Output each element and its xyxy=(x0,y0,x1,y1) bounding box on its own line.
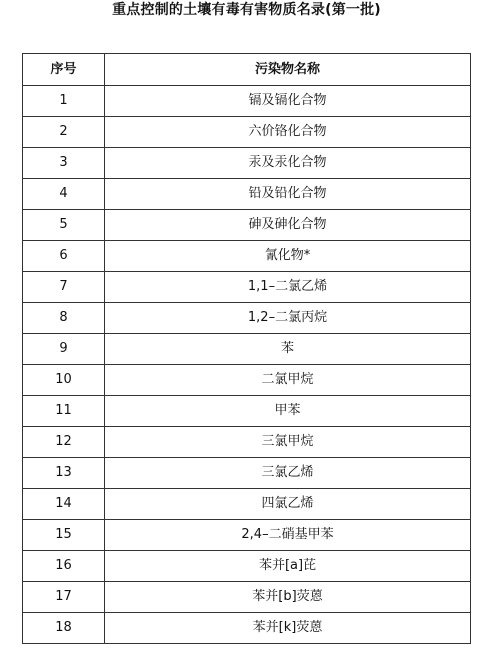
table-row xyxy=(23,365,471,396)
row-index: 6 xyxy=(23,241,105,272)
row-pollutant-name: 1,2–二氯丙烷 xyxy=(105,303,471,334)
row-pollutant-name: 甲苯 xyxy=(105,396,471,427)
table-row xyxy=(23,489,471,520)
row-pollutant-name: 六价铬化合物 xyxy=(105,117,471,148)
row-pollutant-name: 汞及汞化合物 xyxy=(105,148,471,179)
row-index: 8 xyxy=(23,303,105,334)
row-pollutant-name: 苯 xyxy=(105,334,471,365)
table-row xyxy=(23,582,471,613)
document-title: 重点控制的土壤有毒有害物质名录(第一批) xyxy=(112,2,381,18)
table-row xyxy=(23,241,471,272)
table-row xyxy=(23,148,471,179)
row-pollutant-name: 铅及铅化合物 xyxy=(105,179,471,210)
header-index: 序号 xyxy=(23,54,105,86)
table-row xyxy=(23,520,471,551)
table-row xyxy=(23,272,471,303)
table-row xyxy=(23,458,471,489)
table-row xyxy=(23,427,471,458)
table-row xyxy=(23,179,471,210)
table-row xyxy=(23,396,471,427)
row-index: 18 xyxy=(23,613,105,644)
row-pollutant-name: 砷及砷化合物 xyxy=(105,210,471,241)
row-index: 9 xyxy=(23,334,105,365)
row-index: 15 xyxy=(23,520,105,551)
table-row xyxy=(23,303,471,334)
table-row xyxy=(23,210,471,241)
row-index: 16 xyxy=(23,551,105,582)
table-row xyxy=(23,86,471,117)
row-pollutant-name: 镉及镉化合物 xyxy=(105,86,471,117)
row-pollutant-name: 三氯乙烯 xyxy=(105,458,471,489)
row-pollutant-name: 苯并[b]荧蒽 xyxy=(105,582,471,613)
row-pollutant-name: 苯并[k]荧蒽 xyxy=(105,613,471,644)
row-index: 10 xyxy=(23,365,105,396)
row-pollutant-name: 氰化物* xyxy=(105,241,471,272)
row-index: 13 xyxy=(23,458,105,489)
row-pollutant-name: 四氯乙烯 xyxy=(105,489,471,520)
row-index: 1 xyxy=(23,86,105,117)
row-index: 17 xyxy=(23,582,105,613)
header-pollutant-name: 污染物名称 xyxy=(105,54,471,86)
row-index: 3 xyxy=(23,148,105,179)
row-pollutant-name: 1,1–二氯乙烯 xyxy=(105,272,471,303)
row-index: 14 xyxy=(23,489,105,520)
row-pollutant-name: 三氯甲烷 xyxy=(105,427,471,458)
row-index: 4 xyxy=(23,179,105,210)
table-body xyxy=(23,86,471,644)
row-pollutant-name: 苯并[a]芘 xyxy=(105,551,471,582)
table-row xyxy=(23,613,471,644)
row-index: 12 xyxy=(23,427,105,458)
table-row xyxy=(23,551,471,582)
row-index: 11 xyxy=(23,396,105,427)
table-header-row xyxy=(23,54,471,86)
pollutant-table xyxy=(22,53,471,644)
table-row xyxy=(23,117,471,148)
row-pollutant-name: 2,4–二硝基甲苯 xyxy=(105,520,471,551)
table-row xyxy=(23,334,471,365)
row-index: 2 xyxy=(23,117,105,148)
row-index: 5 xyxy=(23,210,105,241)
row-index: 7 xyxy=(23,272,105,303)
row-pollutant-name: 二氯甲烷 xyxy=(105,365,471,396)
